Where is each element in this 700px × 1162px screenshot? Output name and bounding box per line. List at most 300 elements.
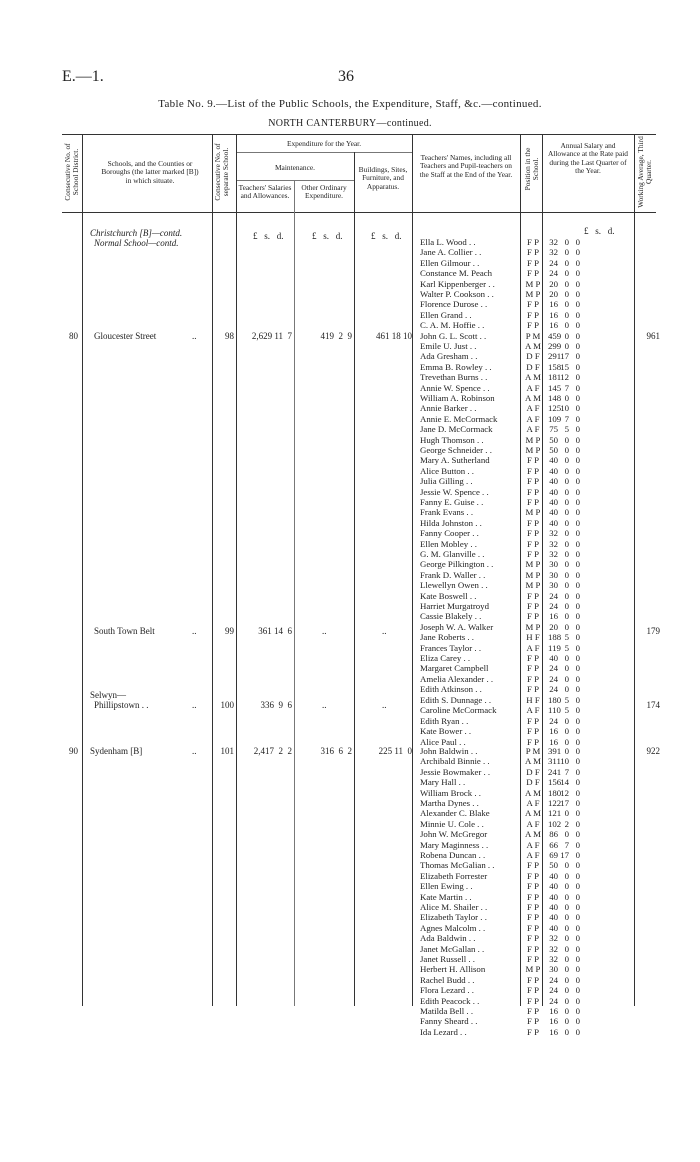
teacher-row: [420, 1006, 650, 1016]
salary-pounds: 20: [549, 289, 558, 299]
salary-shillings: 0: [564, 881, 569, 892]
teacher-name: Kate Martin . .: [420, 891, 472, 902]
school-dots: ..: [192, 746, 197, 756]
teacher-row: [420, 591, 650, 601]
teacher-row: [420, 653, 650, 663]
teacher-row: [420, 985, 650, 995]
teacher-row: [420, 705, 650, 715]
salary-shillings: 0: [564, 507, 569, 518]
salary-pence: 0: [575, 330, 580, 341]
teacher-position: A F: [526, 839, 540, 850]
salary-pence: 0: [575, 839, 580, 850]
salary-pence: 0: [575, 497, 580, 507]
teacher-name: Trevethan Burns . .: [420, 372, 488, 383]
teacher-name: Mary Hall . .: [420, 777, 466, 788]
teacher-name: Frances Taylor . .: [420, 642, 482, 653]
salary-pounds: 30: [549, 569, 558, 580]
salary-shillings: 0: [564, 726, 569, 737]
salary-shillings: 0: [564, 486, 569, 497]
salary-shillings: 14: [560, 777, 569, 788]
salary-pounds: 148: [548, 393, 562, 403]
salary-pence: 0: [575, 424, 580, 435]
salary-shillings: 0: [564, 434, 569, 445]
teacher-row: [420, 746, 650, 756]
teacher-row: [420, 954, 650, 964]
working-average: 179: [646, 626, 660, 636]
teacher-name: G. M. Glanville . .: [420, 549, 485, 559]
salary-shillings: 0: [564, 808, 569, 819]
teacher-row: [420, 964, 650, 974]
teacher-name: Elizabeth Forrester: [420, 870, 488, 881]
teacher-row: [420, 902, 650, 912]
salary-shillings: 0: [564, 476, 569, 487]
school-number: 98: [225, 331, 234, 341]
salary-pence: 0: [575, 829, 580, 840]
teacher-position: F P: [527, 860, 539, 871]
teacher-row: [420, 487, 650, 497]
teacher-row: [420, 237, 650, 247]
teacher-row: [420, 351, 650, 361]
teacher-name: Alice Paul . .: [420, 736, 466, 747]
teacher-position: A F: [526, 850, 540, 860]
teacher-position: F P: [527, 974, 539, 985]
salary-pounds: 32: [549, 933, 558, 944]
header-maintenance: Maintenance.: [274, 163, 315, 172]
salary-pounds: 16: [549, 320, 558, 331]
teacher-position: H F: [526, 632, 540, 643]
salary-pence: 0: [575, 268, 580, 279]
teacher-name: Jane A. Collier . .: [420, 247, 482, 258]
salary-pence: 0: [575, 642, 580, 653]
salary-shillings: 0: [564, 891, 569, 902]
salary-shillings: 12: [560, 372, 569, 383]
teacher-row: [420, 726, 650, 736]
teacher-position: F P: [527, 663, 539, 674]
salary-shillings: 5: [564, 424, 569, 435]
teacher-row: [420, 1016, 650, 1026]
teacher-name: Hilda Johnston . .: [420, 517, 482, 528]
salary-pounds: 24: [549, 601, 558, 611]
salary-pence: 0: [575, 289, 580, 299]
salary-pence: 0: [575, 247, 580, 258]
page-number: 36: [338, 68, 354, 85]
teacher-name: Ellen Ewing . .: [420, 881, 473, 892]
teacher-position: A F: [526, 798, 540, 808]
salary-pounds: 86: [549, 829, 558, 840]
teacher-row: [420, 829, 650, 839]
teacher-row: [420, 559, 650, 569]
teacher-row: [420, 570, 650, 580]
teacher-name: Ellen Mobley . .: [420, 538, 477, 549]
school-name-line2: Normal School—contd.: [94, 238, 179, 248]
school-name: Sydenham [B]: [90, 746, 143, 756]
salary-pounds: 20: [549, 278, 558, 289]
teacher-row: [420, 320, 650, 330]
salary-pounds: 158: [548, 361, 562, 372]
salary-pounds: 181: [548, 372, 562, 383]
salary-pence: 0: [575, 881, 580, 892]
teacher-row: [420, 445, 650, 455]
salary-pence: 0: [575, 476, 580, 487]
teacher-position: M P: [525, 964, 541, 975]
salary-pounds: 66: [549, 839, 558, 850]
salary-shillings: 0: [564, 590, 569, 601]
salary-shillings: 2: [564, 818, 569, 829]
salary-pence: 0: [575, 413, 580, 424]
teacher-position: A M: [525, 787, 541, 798]
salary-pence: 0: [575, 382, 580, 393]
salary-shillings: 0: [564, 580, 569, 591]
salary-pence: 0: [575, 632, 580, 643]
salary-pounds: 32: [549, 549, 558, 559]
teacher-row: [420, 341, 650, 351]
teacher-name: Jane Roberts . .: [420, 632, 474, 643]
salary-shillings: 7: [564, 766, 569, 777]
salary-shillings: 0: [564, 1006, 569, 1016]
salary-pence: 0: [575, 528, 580, 539]
salary-pence: 0: [575, 549, 580, 559]
salary-shillings: 0: [564, 715, 569, 726]
salary-shillings: 0: [564, 330, 569, 341]
teacher-name: John G. L. Scott . .: [420, 330, 487, 341]
salary-shillings: 5: [564, 642, 569, 653]
teacher-position: F P: [527, 528, 539, 539]
salary-shillings: 0: [564, 860, 569, 871]
salary-shillings: 0: [564, 257, 569, 268]
salary-pounds: 40: [549, 455, 558, 466]
teacher-row: [420, 881, 650, 891]
header-consecutive-school: Consecutive No. of separate School.: [213, 143, 231, 201]
teacher-name: Julia Gilling . .: [420, 476, 473, 487]
salary-pence: 0: [575, 756, 580, 767]
salary-pounds: 30: [549, 964, 558, 975]
header-schools: Schools, and the Counties or Boroughs (the latter marked [B]) in which situate.: [101, 159, 199, 185]
salary-shillings: 0: [564, 736, 569, 747]
teacher-position: A F: [526, 705, 540, 716]
salary-pounds: 24: [549, 985, 558, 996]
salary-pounds: 156: [548, 777, 562, 788]
teacher-row: [420, 299, 650, 309]
salary-shillings: 0: [564, 268, 569, 279]
teacher-position: F P: [527, 601, 539, 611]
teacher-row: [420, 643, 650, 653]
salary-pence: 0: [575, 787, 580, 798]
salary-shillings: 0: [564, 684, 569, 695]
teacher-name: C. A. M. Hoffie . .: [420, 320, 485, 331]
salary-pence: 0: [575, 237, 580, 247]
teacher-name: Ella L. Wood . .: [420, 237, 476, 247]
salary-pounds: 40: [549, 870, 558, 881]
salary-pounds: 32: [549, 538, 558, 549]
teacher-row: [420, 362, 650, 372]
teacher-name: Fanny E. Guise . .: [420, 497, 484, 507]
salary-pence: 0: [575, 777, 580, 788]
salary-pence: 0: [575, 361, 580, 372]
teacher-position: F P: [527, 995, 539, 1006]
teacher-row: [420, 268, 650, 278]
salary-shillings: 0: [564, 1026, 569, 1037]
buildings-amount: ..: [382, 700, 387, 710]
salary-shillings: 0: [564, 653, 569, 663]
teacher-name: Janet Russell . .: [420, 954, 475, 964]
salary-shillings: 0: [564, 902, 569, 912]
teacher-name: George Schneider . .: [420, 445, 492, 455]
salary-pounds: 75: [549, 424, 558, 435]
other-expenditure-amount: 419 2 9: [320, 331, 352, 341]
teacher-position: M P: [525, 580, 541, 591]
header-working-average: Working Average, Third Quarter.: [636, 136, 654, 208]
salary-shillings: 7: [564, 839, 569, 850]
teacher-row: [420, 528, 650, 538]
salaries-amount: 2,417 2 2: [253, 746, 292, 756]
school-number: 101: [220, 746, 234, 756]
salary-pence: 0: [575, 621, 580, 632]
teacher-position: F P: [527, 715, 539, 726]
teacher-position: F P: [527, 497, 539, 507]
salary-pence: 0: [575, 434, 580, 445]
teacher-name: Janet McGallan . .: [420, 943, 485, 954]
teacher-position: M P: [525, 621, 541, 632]
teacher-position: M P: [525, 569, 541, 580]
teacher-row: [420, 860, 650, 870]
salary-shillings: 0: [564, 559, 569, 570]
salary-pence: 0: [575, 985, 580, 996]
salary-shillings: 0: [564, 497, 569, 507]
teacher-name: Thomas McGalian . .: [420, 860, 495, 871]
school-number: 100: [220, 700, 234, 710]
teacher-row: [420, 933, 650, 943]
salary-shillings: 17: [560, 850, 569, 860]
teacher-position: H F: [526, 695, 540, 705]
salary-shillings: 7: [564, 382, 569, 393]
teacher-name: Frank D. Waller . .: [420, 569, 486, 580]
salary-pence: 0: [575, 372, 580, 383]
teacher-name: Emma B. Rowley . .: [420, 361, 492, 372]
salary-shillings: 0: [564, 621, 569, 632]
salary-pounds: 119: [548, 642, 561, 653]
teacher-name: Hugh Thomson . .: [420, 434, 484, 445]
teacher-row: [420, 674, 650, 684]
teacher-name: Rachel Budd . .: [420, 974, 475, 985]
salary-pence: 0: [575, 393, 580, 403]
salary-shillings: 0: [564, 309, 569, 320]
salary-shillings: 0: [564, 299, 569, 310]
salary-shillings: 0: [564, 1016, 569, 1027]
teacher-position: M P: [525, 445, 541, 455]
teacher-row: [420, 777, 650, 787]
salary-shillings: 0: [564, 954, 569, 964]
salary-pence: 0: [575, 403, 580, 414]
salary-shillings: 0: [564, 393, 569, 403]
salary-shillings: 5: [564, 695, 569, 705]
salary-shillings: 0: [564, 445, 569, 455]
teacher-position: D F: [526, 766, 540, 777]
teacher-row: [420, 518, 650, 528]
teacher-position: F P: [527, 268, 539, 279]
salary-pounds: 109: [548, 413, 562, 424]
teacher-row: [420, 819, 650, 829]
teacher-name: Agnes Malcolm . .: [420, 922, 486, 933]
teacher-name: Ada Baldwin . .: [420, 933, 476, 944]
teacher-name: Kate Boswell . .: [420, 590, 477, 601]
salary-pence: 0: [575, 320, 580, 331]
salary-pounds: 30: [549, 559, 558, 570]
district-number: 90: [69, 746, 78, 756]
working-average: 922: [646, 746, 660, 756]
salary-pence: 0: [575, 808, 580, 819]
teacher-row: [420, 892, 650, 902]
teacher-position: F P: [527, 954, 539, 964]
salary-pounds: 40: [549, 902, 558, 912]
teacher-name: Edith Ryan . .: [420, 715, 469, 726]
salary-pence: 0: [575, 746, 580, 756]
teacher-name: Eliza Carey . .: [420, 653, 471, 663]
salary-shillings: 0: [564, 870, 569, 881]
teacher-row: [420, 850, 650, 860]
salary-pence: 0: [575, 559, 580, 570]
teacher-position: F P: [527, 476, 539, 487]
school-name-line2: Phillipstown . .: [94, 700, 149, 710]
teacher-row: [420, 663, 650, 673]
salary-pence: 0: [575, 954, 580, 964]
teacher-name: Cassie Blakely . .: [420, 611, 482, 622]
salary-pence: 0: [575, 257, 580, 268]
salary-shillings: 0: [564, 829, 569, 840]
salary-pounds: 24: [549, 995, 558, 1006]
salary-pounds: 40: [549, 912, 558, 923]
salary-pounds: 16: [549, 1006, 558, 1016]
other-expenditure-amount: 316 6 2: [320, 746, 352, 756]
teacher-position: F P: [527, 299, 539, 310]
teacher-row: [420, 507, 650, 517]
salary-shillings: 0: [564, 517, 569, 528]
teacher-position: F P: [527, 486, 539, 497]
salary-pounds: 40: [549, 507, 558, 518]
teacher-name: Karl Kippenberger . .: [420, 278, 495, 289]
school-dots: ..: [192, 700, 197, 710]
salary-pence: 0: [575, 684, 580, 695]
salary-pence: 0: [575, 726, 580, 737]
teacher-name: Edith S. Dunnage . .: [420, 695, 492, 705]
teacher-name: William A. Robinson: [420, 393, 495, 403]
teacher-position: F P: [527, 902, 539, 912]
teacher-position: F P: [527, 257, 539, 268]
salary-pence: 0: [575, 580, 580, 591]
teacher-row: [420, 424, 650, 434]
teacher-position: A F: [526, 413, 540, 424]
teacher-position: F P: [527, 549, 539, 559]
salary-pence: 0: [575, 715, 580, 726]
salary-pounds: 110: [548, 705, 561, 716]
teacher-name: Ellen Gilmour . .: [420, 257, 480, 268]
salary-shillings: 0: [564, 746, 569, 756]
table-title: Table No. 9.—List of the Public Schools, the Expenditure, Staff, &c.—continued.: [158, 98, 542, 110]
teacher-row: [420, 414, 650, 424]
salary-pounds: 291: [548, 351, 562, 362]
teacher-name: Constance M. Peach: [420, 268, 493, 279]
salary-pence: 0: [575, 341, 580, 351]
salary-pounds: 16: [549, 736, 558, 747]
teacher-name: Kate Bower . .: [420, 726, 472, 737]
salary-pounds: 40: [549, 891, 558, 902]
teacher-name: Florence Durose . .: [420, 299, 488, 310]
teacher-name: Jessie W. Spence . .: [420, 486, 489, 497]
teacher-row: [420, 383, 650, 393]
teacher-name: Margaret Campbell: [420, 663, 489, 674]
salary-pence: 0: [575, 912, 580, 923]
teacher-position: A M: [525, 372, 541, 383]
salary-pounds: 16: [549, 726, 558, 737]
school-dots: ..: [192, 626, 197, 636]
teacher-position: M P: [525, 289, 541, 299]
teacher-row: [420, 247, 650, 257]
salary-pounds: 24: [549, 974, 558, 985]
salary-pence: 0: [575, 538, 580, 549]
salary-pence: 0: [575, 974, 580, 985]
teacher-name: Jessie Bowmaker . .: [420, 766, 491, 777]
table-subtitle: NORTH CANTERBURY—continued.: [268, 118, 432, 129]
teacher-position: F P: [527, 465, 539, 476]
salary-pence: 0: [575, 902, 580, 912]
salary-pence: 0: [575, 611, 580, 622]
school-name: South Town Belt: [94, 626, 155, 636]
teacher-row: [420, 466, 650, 476]
salary-pence: 0: [575, 673, 580, 684]
teacher-position: M P: [525, 559, 541, 570]
school-dots: ..: [192, 331, 197, 341]
salary-shillings: 0: [564, 912, 569, 923]
teacher-position: F P: [527, 517, 539, 528]
teacher-position: A F: [526, 382, 540, 393]
salary-pounds: 24: [549, 268, 558, 279]
salary-shillings: 0: [564, 611, 569, 622]
other-expenditure-amount: ..: [322, 700, 327, 710]
teacher-name: Ada Gresham . .: [420, 351, 478, 362]
salary-shillings: 0: [564, 673, 569, 684]
salary-shillings: 0: [564, 995, 569, 1006]
teacher-position: D F: [526, 777, 540, 788]
teacher-position: D F: [526, 361, 540, 372]
salary-shillings: 17: [560, 351, 569, 362]
salary-pence: 0: [575, 517, 580, 528]
teacher-row: [420, 549, 650, 559]
teacher-name: Harriet Murgatroyd: [420, 601, 489, 611]
salary-shillings: 0: [564, 985, 569, 996]
salary-pence: 0: [575, 1006, 580, 1016]
teacher-row: [420, 716, 650, 726]
salary-pounds: 299: [548, 341, 562, 351]
salary-pence: 0: [575, 309, 580, 320]
salary-pence: 0: [575, 445, 580, 455]
salary-pounds: 24: [549, 257, 558, 268]
salary-pence: 0: [575, 850, 580, 860]
salary-pence: 0: [575, 766, 580, 777]
teacher-row: [420, 539, 650, 549]
teacher-position: F P: [527, 726, 539, 737]
salary-shillings: 0: [564, 549, 569, 559]
currency-other: £ s. d.: [312, 231, 343, 241]
teacher-row: [420, 1027, 650, 1037]
teacher-row: [420, 601, 650, 611]
teacher-name: Minnie U. Cole . .: [420, 818, 484, 829]
salary-shillings: 17: [560, 798, 569, 808]
salary-pounds: 16: [549, 299, 558, 310]
salary-pence: 0: [575, 891, 580, 902]
salary-pounds: 24: [549, 663, 558, 674]
teacher-name: Mary Maginness . .: [420, 839, 489, 850]
salary-shillings: 0: [564, 465, 569, 476]
teacher-row: [420, 923, 650, 933]
